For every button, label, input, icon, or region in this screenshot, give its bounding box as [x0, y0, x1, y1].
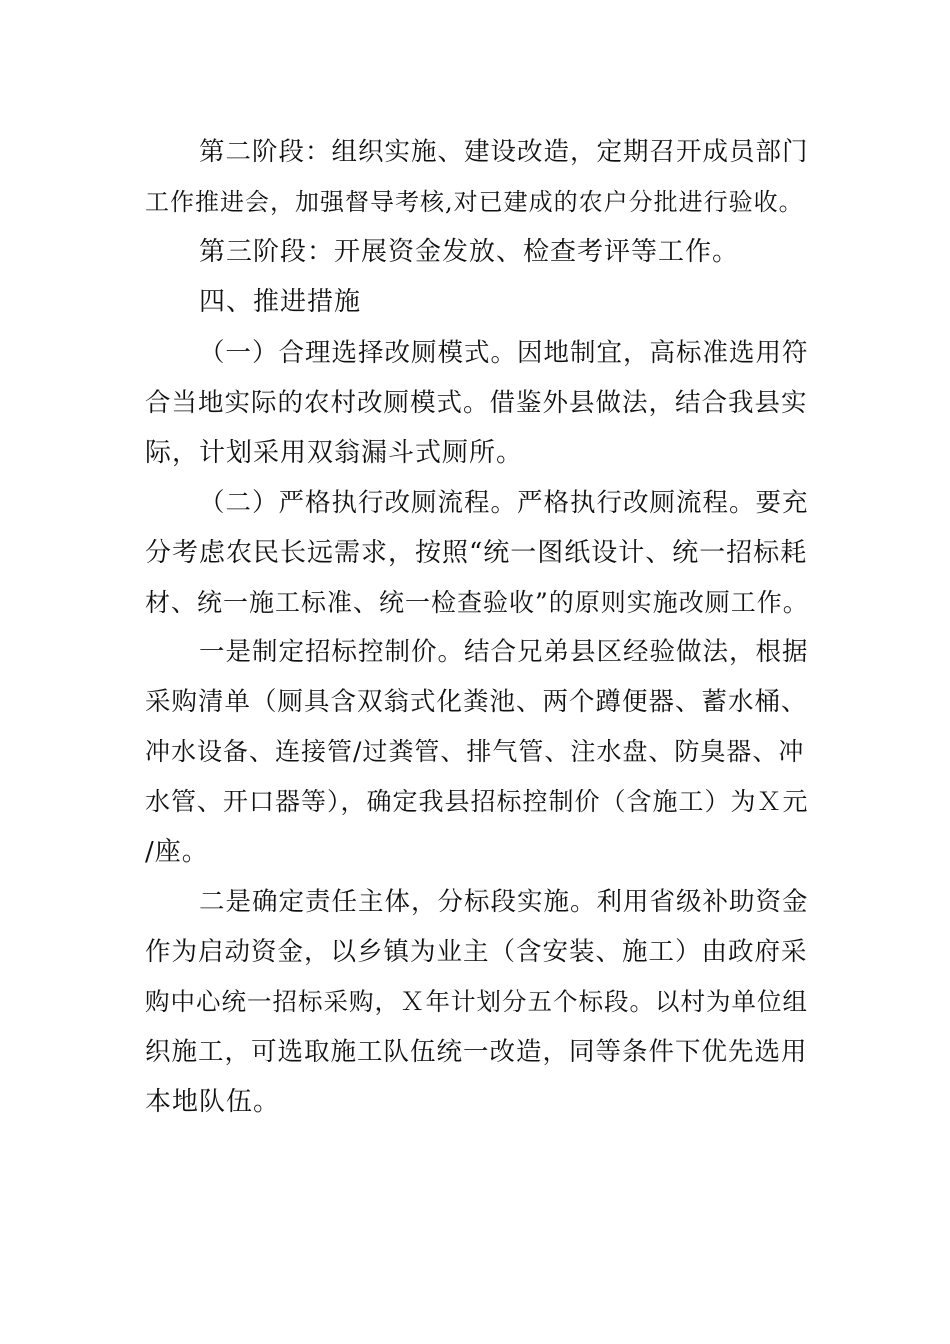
- text-line-3: 第三阶段：开展资金发放、检查考评等工作。: [199, 237, 740, 267]
- text-line-6: 合当地实际的农村改厕模式。借鉴外县做法，结合我县实: [145, 388, 808, 418]
- text-line-2: 工作推进会，加强督导考核,对已建成的农户分批进行验收。: [145, 188, 804, 216]
- text-line-16: 二是确定责任主体，分标段实施。利用省级补助资金: [199, 887, 809, 917]
- text-line-14: 水管、开口器等），确定我县招标控制价（含施工）为Ｘ元: [145, 787, 809, 816]
- text-line-17: 作为启动资金，以乡镇为业主（含安装、施工）由政府采: [145, 937, 808, 967]
- text-line-18: 购中心统一招标采购，Ｘ年计划分五个标段。以村为单位组: [145, 987, 808, 1016]
- text-line-12: 采购清单（厕具含双翁式化粪池、两个蹲便器、蓄水桶、: [145, 687, 808, 717]
- text-line-9: 分考虑农民长远需求，按照“统一图纸设计、统一招标耗: [145, 538, 808, 568]
- text-line-11: 一是制定招标控制价。结合兄弟县区经验做法，根据: [199, 637, 809, 667]
- text-line-1: 第二阶段：组织实施、建设改造，定期召开成员部门: [199, 137, 809, 167]
- text-line-7: 际，计划采用双翁漏斗式厕所。: [145, 438, 524, 468]
- text-line-10: 材、统一施工标准、统一检查验收”的原则实施改厕工作。: [145, 588, 809, 617]
- text-line-13: 冲水设备、连接管/过粪管、排气管、注水盘、防臭器、冲: [145, 737, 805, 766]
- section-heading: 四、推进措施: [199, 287, 362, 317]
- text-line-8: （二）严格执行改厕流程。严格执行改厕流程。要充: [199, 488, 809, 518]
- text-line-15: /座。: [145, 837, 209, 867]
- text-line-20: 本地队伍。: [145, 1087, 281, 1117]
- text-line-19: 织施工，可选取施工队伍统一改造，同等条件下优先选用: [145, 1037, 808, 1067]
- text-line-5: （一）合理选择改厕模式。因地制宜，高标准选用符: [199, 338, 809, 368]
